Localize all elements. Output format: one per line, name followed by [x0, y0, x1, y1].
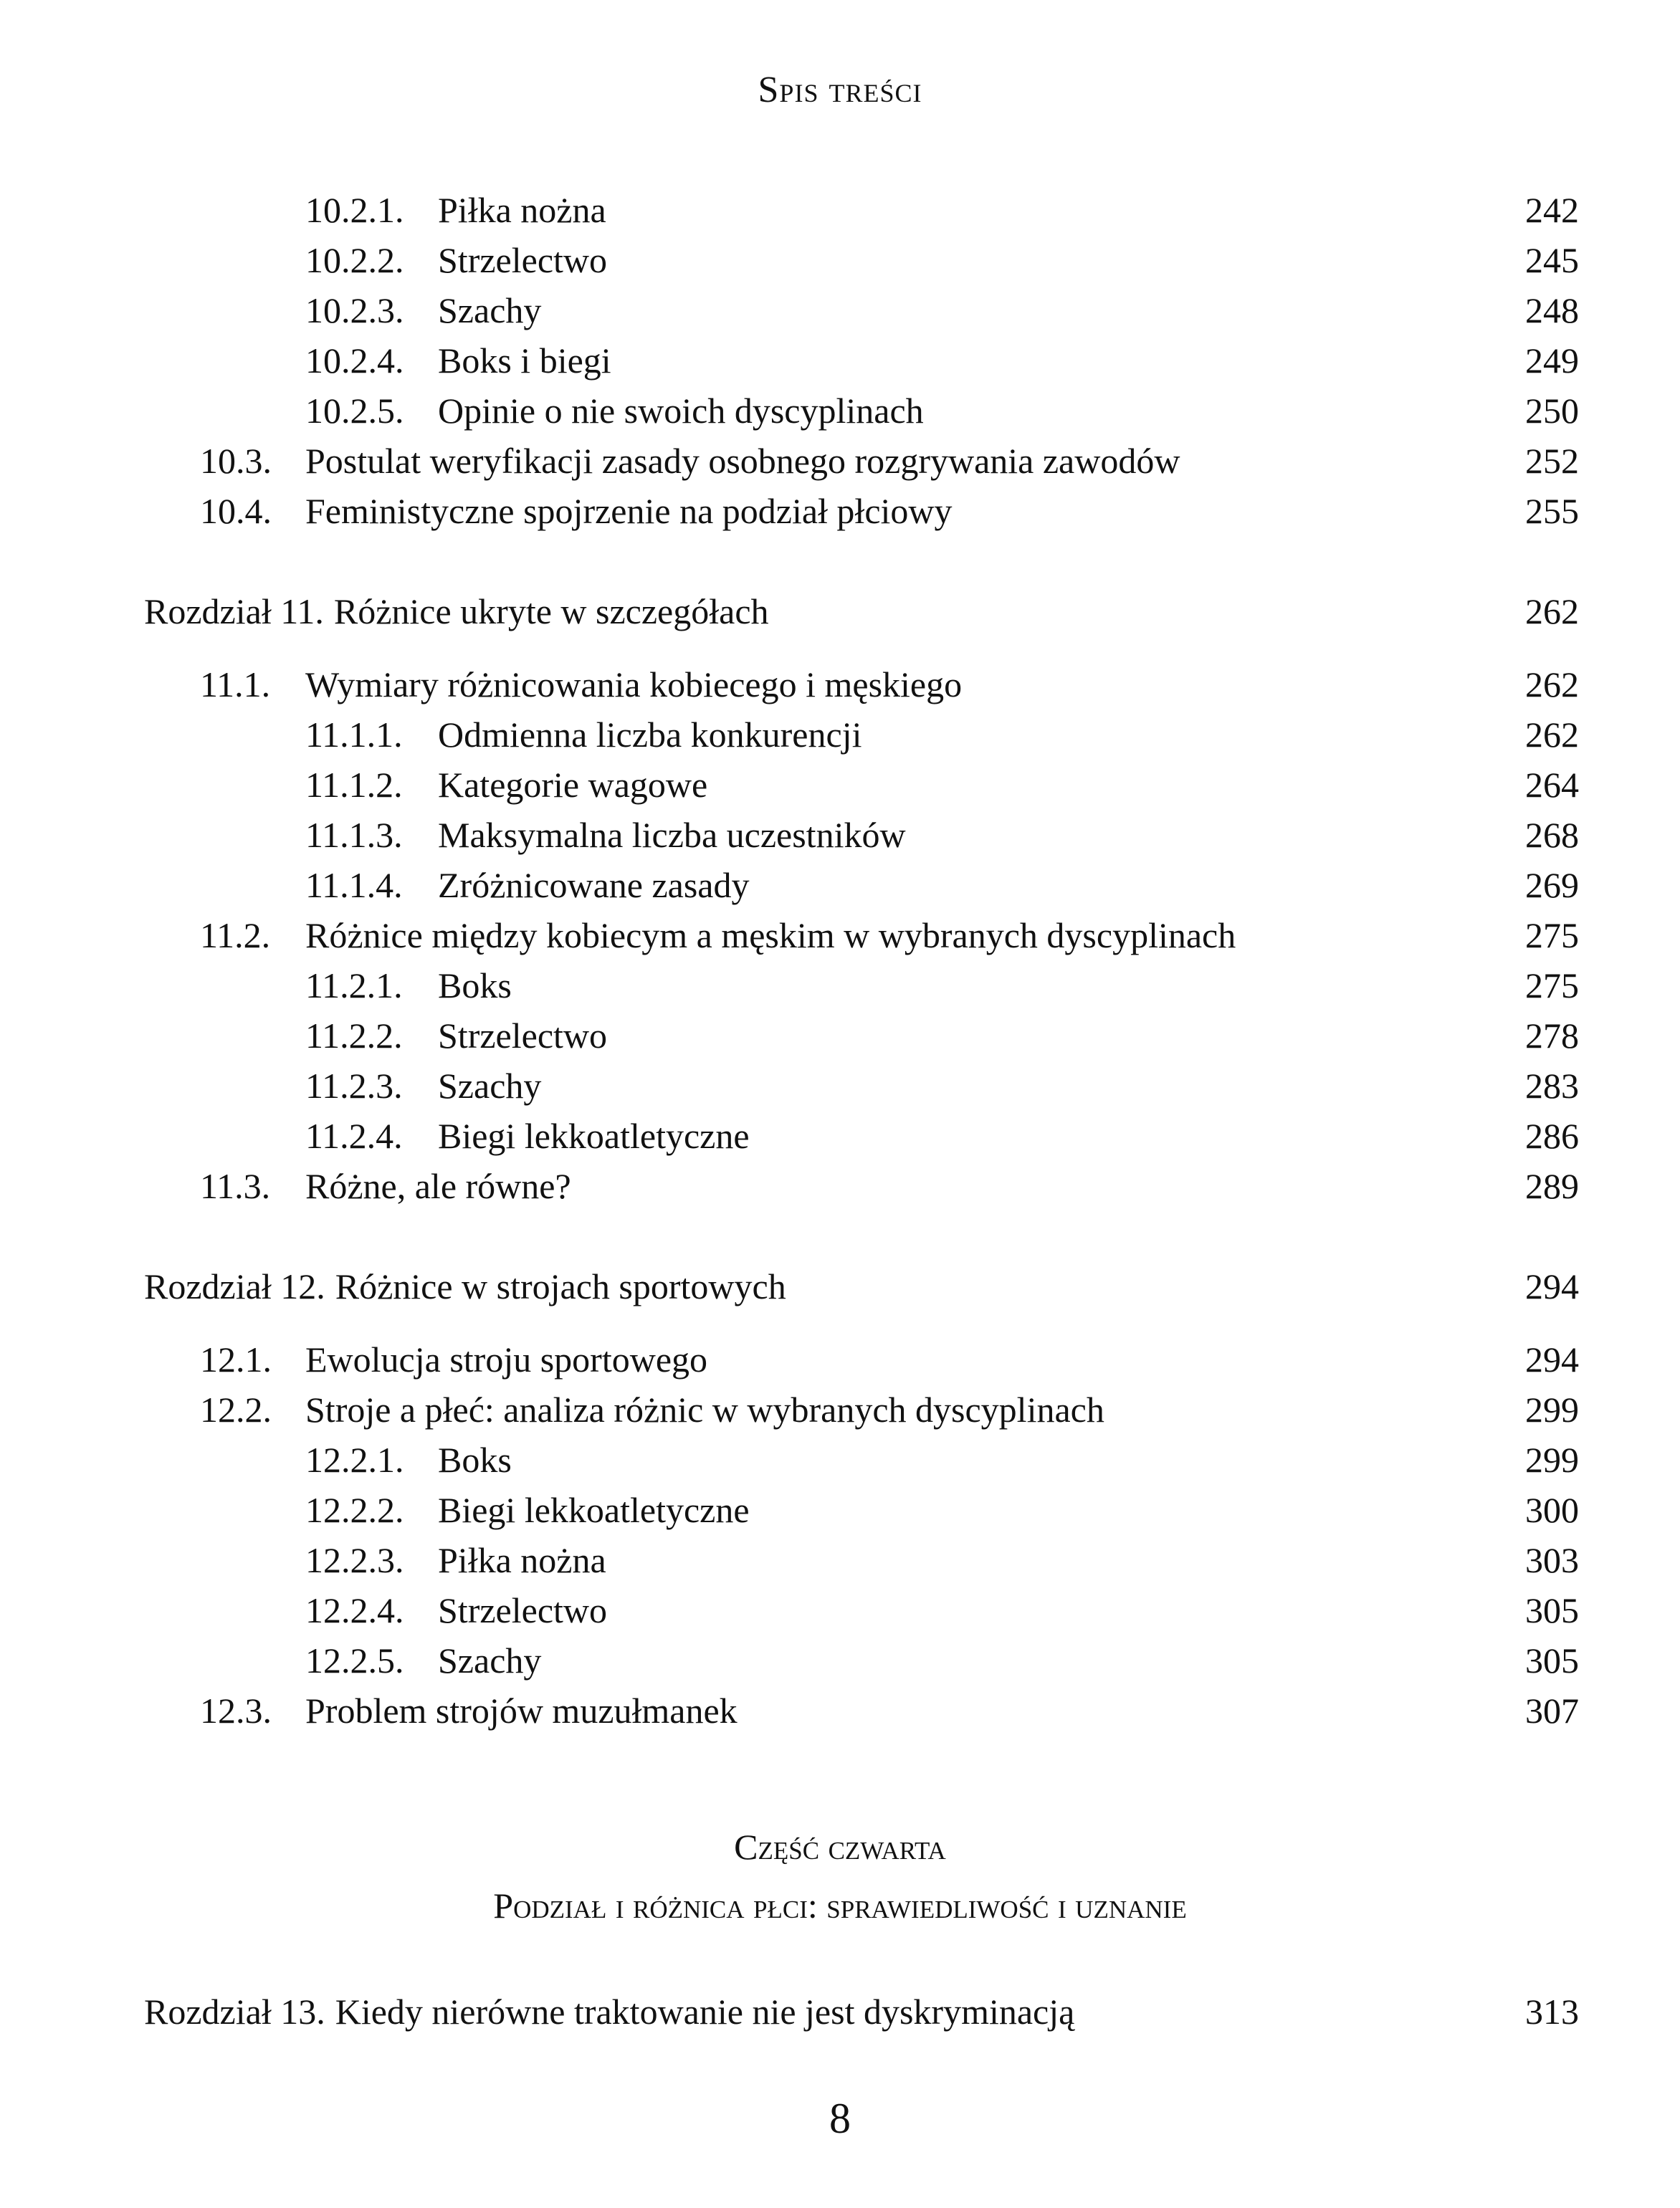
- toc-entry-number: 10.2.5.: [305, 391, 404, 431]
- toc-entry-page: 294: [1525, 1339, 1579, 1380]
- toc-entry[interactable]: [144, 486, 1579, 536]
- toc-entry[interactable]: [144, 185, 1579, 235]
- toc-entry-title: Odmienna liczba konkurencji: [438, 715, 862, 755]
- toc-entry-number: 10.2.4.: [305, 340, 404, 381]
- toc-entry-number: 12.2.5.: [305, 1640, 404, 1681]
- toc-entry[interactable]: [144, 1435, 1579, 1485]
- toc-entry-page: 248: [1525, 290, 1579, 330]
- toc-entry[interactable]: [144, 709, 1579, 760]
- toc-entry-number: 11.1.1.: [305, 715, 403, 755]
- toc-entry[interactable]: [144, 436, 1579, 486]
- toc-entry-number: 12.3.: [200, 1691, 272, 1731]
- toc-entry-number: 12.2.2.: [305, 1490, 404, 1530]
- toc-entry-number: 11.1.: [200, 664, 271, 704]
- toc-entry[interactable]: [144, 1635, 1579, 1686]
- toc-entry[interactable]: [144, 1061, 1579, 1111]
- toc-entry[interactable]: [144, 1485, 1579, 1535]
- toc-entry-page: 249: [1525, 340, 1579, 381]
- toc-entry-page: 275: [1525, 915, 1579, 955]
- toc-entry-page: 245: [1525, 240, 1579, 280]
- toc-entry-title: Postulat weryfikacji zasady osobnego rozgrywania zawodów: [305, 441, 1180, 481]
- toc-entry-title: Piłka nożna: [438, 190, 606, 230]
- table-of-contents: [144, 185, 1579, 1736]
- toc-entry-title: Boks: [438, 965, 512, 1005]
- toc-entry-title: Szachy: [438, 1640, 542, 1681]
- toc-entry-chapter-13[interactable]: [144, 1987, 1579, 2037]
- toc-entry-page: 283: [1525, 1066, 1579, 1106]
- toc-entry[interactable]: [144, 1334, 1579, 1385]
- toc-entry-page: 275: [1525, 965, 1579, 1005]
- toc-entry-page: 286: [1525, 1116, 1579, 1156]
- toc-entry-number: 10.3.: [200, 441, 272, 481]
- toc-entry[interactable]: [144, 760, 1579, 810]
- toc-entry[interactable]: [144, 235, 1579, 285]
- toc-entry-page: 262: [1525, 591, 1579, 631]
- toc-entry-number: 12.1.: [200, 1339, 272, 1380]
- toc-entry-number: Rozdział 12.: [144, 1266, 325, 1306]
- toc-entry-page: 307: [1525, 1691, 1579, 1731]
- toc-entry-page: 269: [1525, 865, 1579, 905]
- toc-entry-number: 12.2.1.: [305, 1440, 404, 1480]
- toc-entry-title: Biegi lekkoatletyczne: [438, 1116, 750, 1156]
- toc-entry-number: 11.2.: [200, 915, 271, 955]
- toc-entry-page: 294: [1525, 1266, 1579, 1306]
- toc-entry-page: 278: [1525, 1015, 1579, 1056]
- toc-entry-page: 264: [1525, 765, 1579, 805]
- toc-entry[interactable]: [144, 386, 1579, 436]
- toc-entry-title: Strzelectwo: [438, 240, 608, 280]
- toc-entry-title: Różnice ukryte w szczegółach: [333, 591, 769, 631]
- toc-entry-number: 12.2.3.: [305, 1540, 404, 1580]
- toc-entry[interactable]: [144, 910, 1579, 960]
- toc-entry-page: 300: [1525, 1490, 1579, 1530]
- page-number: 8: [829, 2095, 851, 2142]
- toc-entry-page: 268: [1525, 815, 1579, 855]
- toc-entry-title: Szachy: [438, 1066, 542, 1106]
- toc-entry-chapter[interactable]: [144, 586, 1579, 636]
- toc-entry-title: Zróżnicowane zasady: [438, 865, 750, 905]
- toc-entry[interactable]: [144, 1385, 1579, 1435]
- toc-entry[interactable]: [144, 1010, 1579, 1061]
- toc-entry-page: 303: [1525, 1540, 1579, 1580]
- toc-entry-page: 242: [1525, 190, 1579, 230]
- toc-entry-title: Piłka nożna: [438, 1540, 606, 1580]
- toc-entry-number: 10.2.1.: [305, 190, 404, 230]
- toc-entry-page: 299: [1525, 1390, 1579, 1430]
- toc-entry-page: 262: [1525, 664, 1579, 704]
- toc-entry[interactable]: [144, 335, 1579, 386]
- toc-entry-number: 11.2.4.: [305, 1116, 403, 1156]
- toc-entry-page: 299: [1525, 1440, 1579, 1480]
- toc-entry[interactable]: [144, 1585, 1579, 1635]
- toc-entry[interactable]: [144, 659, 1579, 709]
- toc-entry-number: 12.2.: [200, 1390, 272, 1430]
- toc-entry-page: 305: [1525, 1640, 1579, 1681]
- toc-entry-number: 12.2.4.: [305, 1590, 404, 1630]
- toc-entry-number: 11.2.3.: [305, 1066, 403, 1106]
- toc-entry-page: 313: [1525, 1992, 1579, 2032]
- toc-entry-title: Kategorie wagowe: [438, 765, 708, 805]
- toc-entry-title: Wymiary różnicowania kobiecego i męskiego: [305, 664, 963, 704]
- toc-entry[interactable]: [144, 1535, 1579, 1585]
- toc-entry[interactable]: [144, 285, 1579, 335]
- toc-entry-title: Różnice w strojach sportowych: [335, 1266, 786, 1306]
- toc-entry-number: 11.2.2.: [305, 1015, 403, 1056]
- toc-entry[interactable]: [144, 960, 1579, 1010]
- toc-entry-title: Różne, ale równe?: [305, 1166, 571, 1206]
- toc-entry-number: 11.1.3.: [305, 815, 403, 855]
- part-heading: Część czwarta: [734, 1827, 946, 1867]
- toc-entry-title: Maksymalna liczba uczestników: [438, 815, 906, 855]
- toc-entry-title: Strzelectwo: [438, 1590, 608, 1630]
- toc-entry-title: Boks: [438, 1440, 512, 1480]
- toc-entry[interactable]: [144, 1686, 1579, 1736]
- toc-entry-page: 255: [1525, 491, 1579, 531]
- toc-entry-title: Feministyczne spojrzenie na podział płciowy: [305, 491, 953, 531]
- toc-entry-title: Boks i biegi: [438, 340, 611, 381]
- toc-entry-title: Różnice między kobiecym a męskim w wybranych dyscyplinach: [305, 915, 1236, 955]
- toc-entry-title: Strzelectwo: [438, 1015, 608, 1056]
- toc-entry-page: 262: [1525, 715, 1579, 755]
- toc-entry-number: 11.1.2.: [305, 765, 403, 805]
- part-subtitle: Podział i różnica płci: sprawiedliwość i uznanie: [493, 1886, 1187, 1926]
- toc-entry-number: 11.2.1.: [305, 965, 403, 1005]
- toc-entry-title: Problem strojów muzułmanek: [305, 1691, 738, 1731]
- toc-entry-number: 10.2.2.: [305, 240, 404, 280]
- toc-entry[interactable]: [144, 1111, 1579, 1161]
- toc-entry-page: 252: [1525, 441, 1579, 481]
- toc-entry-page: 289: [1525, 1166, 1579, 1206]
- toc-entry-title: Szachy: [438, 290, 542, 330]
- toc-entry-title: Kiedy nierówne traktowanie nie jest dyskryminacją: [335, 1992, 1075, 2032]
- toc-entry-page: 250: [1525, 391, 1579, 431]
- toc-entry-number: 11.3.: [200, 1166, 271, 1206]
- toc-entry-title: Stroje a płeć: analiza różnic w wybranych dyscyplinach: [305, 1390, 1104, 1430]
- toc-entry[interactable]: [144, 860, 1579, 910]
- toc-entry-chapter[interactable]: [144, 1261, 1579, 1311]
- toc-entry[interactable]: [144, 810, 1579, 860]
- toc-entry-number: 10.2.3.: [305, 290, 404, 330]
- toc-entry-number: Rozdział 11.: [144, 591, 324, 631]
- toc-entry[interactable]: [144, 1161, 1579, 1211]
- toc-entry-title: Opinie o nie swoich dyscyplinach: [438, 391, 924, 431]
- toc-entry-number: Rozdział 13.: [144, 1992, 325, 2032]
- toc-entry-number: 10.4.: [200, 491, 272, 531]
- page-title: Spis treści: [758, 70, 922, 110]
- toc-entry-number: 11.1.4.: [305, 865, 403, 905]
- toc-entry-title: Ewolucja stroju sportowego: [305, 1339, 708, 1380]
- toc-entry-page: 305: [1525, 1590, 1579, 1630]
- toc-entry-title: Biegi lekkoatletyczne: [438, 1490, 750, 1530]
